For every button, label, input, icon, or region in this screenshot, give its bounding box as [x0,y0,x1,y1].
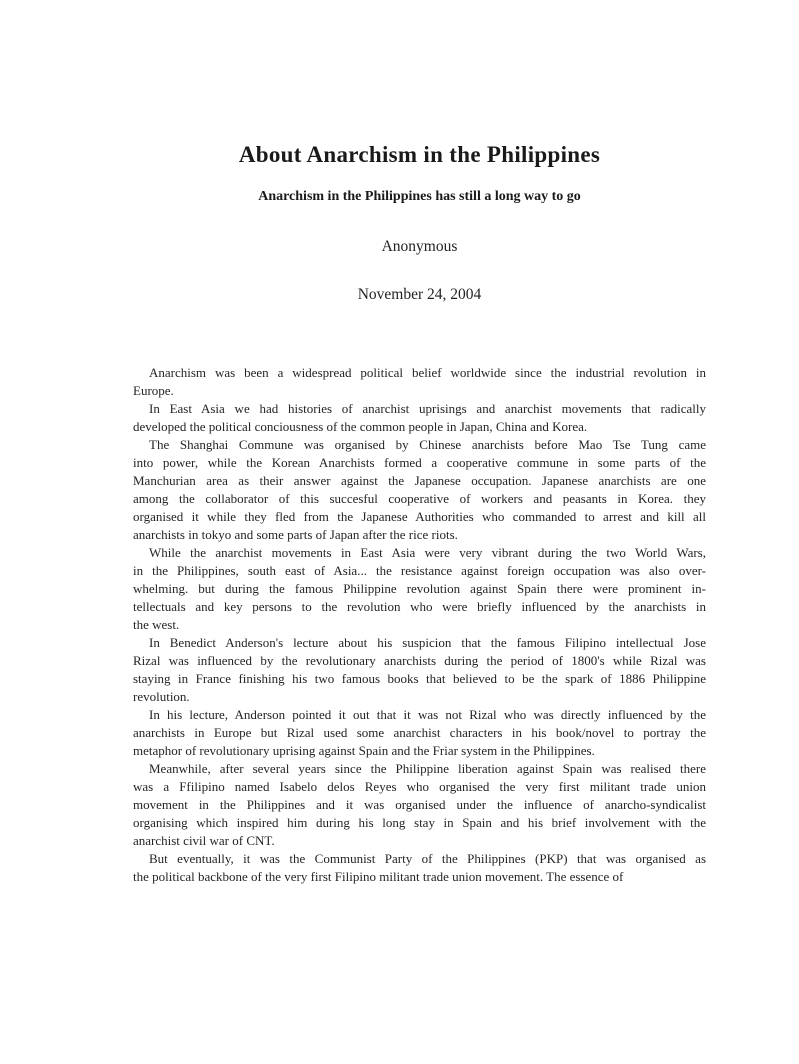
text-line: anarchists in tokyo and some parts of Japan after the rice riots. [133,527,458,542]
text-column [133,0,706,886]
text-line: In Benedict Anderson's lecture about his suspicion that the famous Filipino intellectual Jose [149,635,706,650]
text-line: whelming. but during the famous Philippine revolution against Spain there were prominent in- [133,581,706,596]
text-line: the west. [133,617,180,632]
text-line: organised it while they fled from the Japanese Authorities who commanded to arrest and kill all [133,509,706,524]
text-line: The Shanghai Commune was organised by Chinese anarchists before Mao Tse Tung came [149,437,706,452]
text-line: Rizal was influenced by the revolutionary anarchists during the period of 1800's while Rizal was [133,653,706,668]
text-line: staying in France finishing his two famous books that believed to be the spark of 1886 Philippine [133,671,706,686]
text-line: developed the political conciousness of the common people in Japan, China and Korea. [133,419,588,434]
text-line: movement in the Philippines and it was organised under the influence of anarcho-syndicalist [133,797,706,812]
text-line: In his lecture, Anderson pointed it out that it was not Rizal who was directly influenced by the [149,707,706,722]
text-line: Manchurian area as their answer against the Japanese occupation. Japanese anarchists are one [133,473,706,488]
text-line: tellectuals and key persons to the revolution who were briefly influenced by the anarchists in [133,599,706,614]
paragraph [133,850,706,886]
text-line: the political backbone of the very first Filipino militant trade union movement. The essence of [133,869,624,884]
text-line: But eventually, it was the Communist Party of the Philippines (PKP) that was organised as [149,851,706,866]
paragraph [133,364,706,400]
paragraph [133,544,706,634]
text-line: was a Ffilipino named Isabelo delos Reyes who organised the very first militant trade union [133,779,706,794]
text-line: revolution. [133,689,190,704]
document-subtitle: Anarchism in the Philippines has still a long way to go [258,189,581,204]
text-line: In East Asia we had histories of anarchist uprisings and anarchist movements that radically [149,401,706,416]
document-date: November 24, 2004 [357,286,482,303]
text-line: anarchist civil war of CNT. [133,833,275,848]
text-line: into power, while the Korean Anarchists formed a cooperative commune in some parts of the [133,455,706,470]
document-title: About Anarchism in the Philippines [238,142,601,167]
paragraph [133,706,706,760]
paragraph [133,400,706,436]
text-line: Europe. [133,383,174,398]
paragraph [133,634,706,706]
paragraph [133,436,706,544]
paragraph [133,760,706,850]
text-line: metaphor of revolutionary uprising against Spain and the Friar system in the Philippines. [133,743,595,758]
text-line: While the anarchist movements in East Asia were very vibrant during the two World Wars, [149,545,706,560]
text-line: in the Philippines, south east of Asia... the resistance against foreign occupation was also over- [133,563,706,578]
text-line: anarchists in Europe but Rizal used some anarchist characters in his book/novel to portray the [133,725,706,740]
text-line: Anarchism was been a widespread political belief worldwide since the industrial revolution in [149,365,706,380]
text-line: Meanwhile, after several years since the Philippine liberation against Spain was realised there [149,761,706,776]
document-author: Anonymous [381,238,458,255]
text-line: organising which inspired him during his long stay in Spain and his brief involvement with the [133,815,706,830]
document-body [133,364,706,886]
text-line: among the collaborator of this succesful cooperative of workers and peasants in Korea. they [133,491,706,506]
